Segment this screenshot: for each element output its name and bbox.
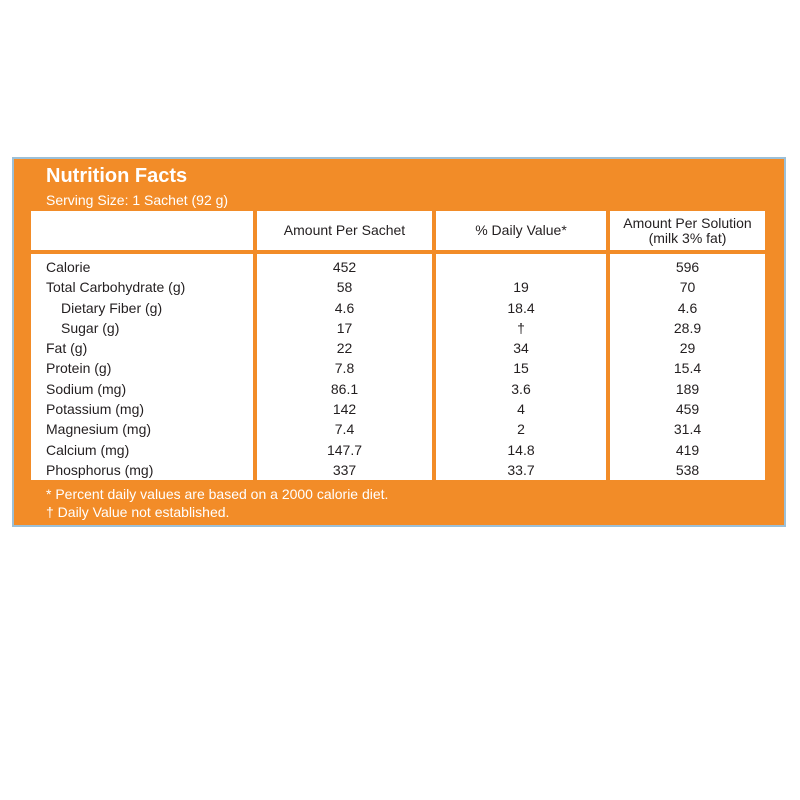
nutrient-name: Phosphorus (mg) — [46, 461, 154, 478]
amount-per-sachet: 337 — [332, 461, 357, 478]
amount-per-solution: 4.6 — [677, 299, 698, 316]
nutrient-name: Protein (g) — [46, 360, 112, 377]
amount-per-sachet: 452 — [332, 259, 357, 275]
daily-value: † — [517, 319, 525, 336]
amount-per-solution: 538 — [675, 461, 700, 478]
daily-value: 3.6 — [511, 380, 531, 397]
nutrient-name: Potassium (mg) — [46, 401, 145, 418]
header-daily-value: % Daily Value* — [475, 222, 567, 238]
amount-per-solution: 189 — [675, 380, 700, 397]
table-row — [31, 460, 765, 480]
nutrient-name: Fat (g) — [46, 340, 88, 357]
amount-per-sachet: 4.6 — [334, 299, 355, 316]
nutrient-name: Magnesium (mg) — [46, 421, 152, 438]
daily-value: 33.7 — [507, 461, 535, 478]
amount-per-solution: 15.4 — [673, 360, 702, 377]
table-row — [31, 318, 765, 338]
table-row — [31, 257, 765, 277]
nutrient-name: Calorie — [46, 259, 91, 275]
nutrition-table — [31, 211, 765, 480]
daily-value: 4 — [517, 401, 525, 418]
table-row — [31, 338, 765, 358]
nutrient-name: Dietary Fiber (g) — [61, 299, 163, 316]
amount-per-solution: 596 — [675, 259, 700, 275]
amount-per-solution: 31.4 — [673, 421, 702, 438]
amount-per-solution: 29 — [679, 340, 696, 357]
amount-per-solution: 419 — [675, 441, 700, 458]
footnote-dagger: † Daily Value not established. — [46, 504, 230, 520]
nutrient-name: Total Carbohydrate (g) — [46, 279, 186, 296]
daily-value: 18.4 — [507, 299, 535, 316]
daily-value: 14.8 — [507, 441, 535, 458]
table-body — [31, 257, 765, 480]
table-row — [31, 419, 765, 439]
nutrient-name: Sugar (g) — [61, 319, 120, 336]
footnote-percent: * Percent daily values are based on a 2000 calorie diet. — [46, 486, 389, 502]
table-row — [31, 358, 765, 378]
nutrient-name: Sodium (mg) — [46, 380, 127, 397]
amount-per-sachet: 147.7 — [326, 441, 363, 458]
amount-per-solution: 70 — [679, 279, 696, 296]
serving-size: Serving Size: 1 Sachet (92 g) — [46, 192, 229, 208]
header-divider — [31, 250, 765, 254]
daily-value: 19 — [513, 279, 529, 296]
daily-value: 15 — [513, 360, 529, 377]
panel-title: Nutrition Facts — [46, 165, 188, 187]
amount-per-sachet: 142 — [332, 401, 357, 418]
daily-value: 2 — [517, 421, 525, 438]
table-row — [31, 399, 765, 419]
amount-per-sachet: 86.1 — [330, 380, 359, 397]
amount-per-sachet: 17 — [336, 319, 353, 336]
nutrient-name: Calcium (mg) — [46, 441, 130, 458]
nutrition-facts-panel — [12, 157, 786, 527]
table-row — [31, 440, 765, 460]
amount-per-solution: 459 — [675, 401, 700, 418]
daily-value: 34 — [513, 340, 529, 357]
table-row — [31, 298, 765, 318]
table-row — [31, 277, 765, 297]
daily-value — [436, 257, 606, 277]
table-row — [31, 379, 765, 399]
header-amount-per-solution: Amount Per Solution (milk 3% fat) — [623, 214, 752, 246]
amount-per-sachet: 58 — [336, 279, 353, 296]
header-amount-per-sachet: Amount Per Sachet — [283, 222, 406, 238]
amount-per-sachet: 7.8 — [334, 360, 355, 377]
amount-per-solution: 28.9 — [673, 319, 702, 336]
amount-per-sachet: 22 — [336, 340, 353, 357]
amount-per-sachet: 7.4 — [334, 421, 355, 438]
